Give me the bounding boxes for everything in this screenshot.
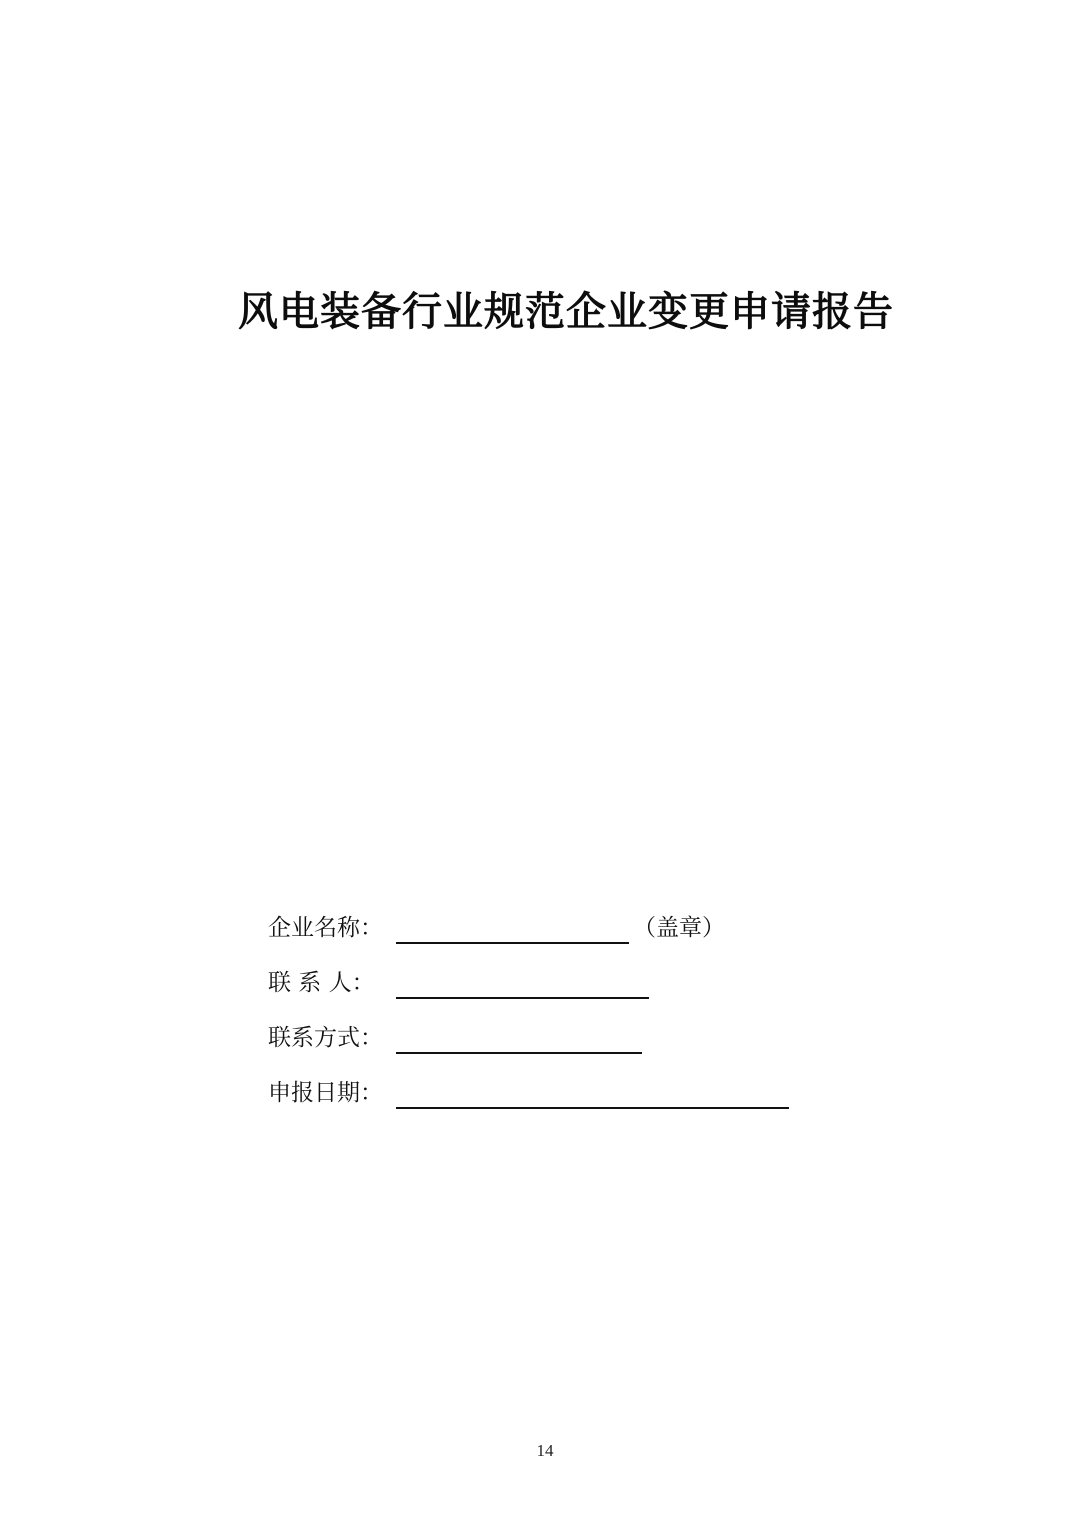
document-title: 风电装备行业规范企业变更申请报告 <box>238 289 894 335</box>
contact-method-label: 联系方式： <box>268 1025 383 1051</box>
company-name-row <box>268 895 828 950</box>
contact-person-blank <box>396 965 649 999</box>
contact-person-row <box>268 950 828 1005</box>
application-date-row <box>268 1060 828 1115</box>
contact-method-row <box>268 1005 828 1060</box>
seal-note: （盖章） <box>633 915 725 941</box>
contact-method-blank <box>396 1020 642 1054</box>
application-date-blank <box>396 1075 789 1109</box>
page-number: 14 <box>536 1441 554 1460</box>
applicant-info-form <box>268 895 828 1115</box>
company-name-blank <box>396 910 629 944</box>
company-name-label: 企业名称： <box>268 915 383 941</box>
contact-person-label: 联 系 人： <box>268 970 375 996</box>
application-date-label: 申报日期： <box>268 1080 383 1106</box>
